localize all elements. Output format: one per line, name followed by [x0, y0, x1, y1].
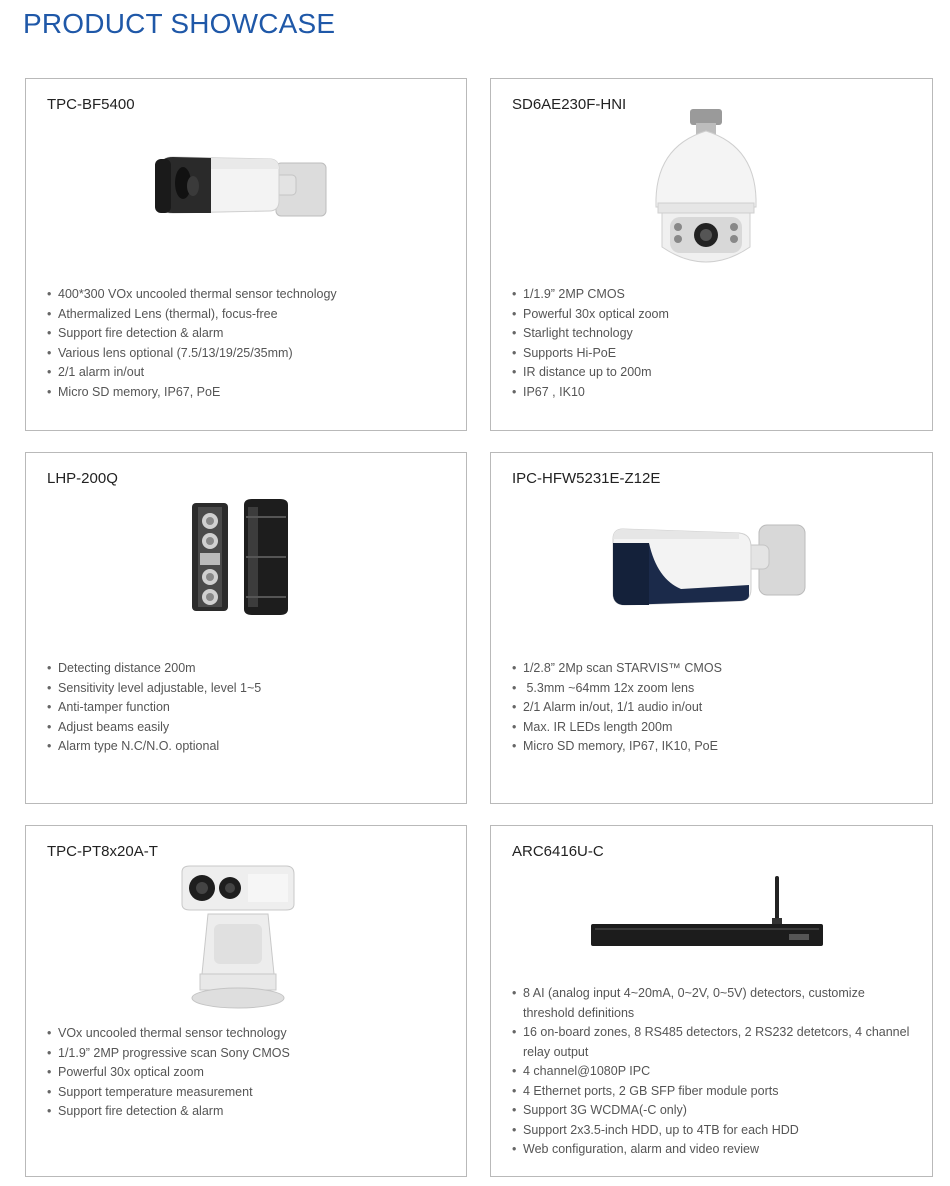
feature-item: • Web configuration, alarm and video review: [512, 1140, 918, 1160]
product-model: IPC-HFW5231E-Z12E: [512, 470, 661, 487]
product-model: TPC-PT8x20A-T: [47, 843, 158, 860]
thermal-bullet-camera-icon: [151, 153, 341, 223]
feature-item: • Micro SD memory, IP67, IK10, PoE: [512, 737, 918, 757]
product-model: TPC-BF5400: [47, 96, 135, 113]
feature-item: • 4 Ethernet ports, 2 GB SFP fiber module ports: [512, 1082, 918, 1102]
feature-item: • Max. IR LEDs length 200m: [512, 718, 918, 738]
feature-item: • Support 3G WCDMA(-C only): [512, 1101, 918, 1121]
feature-item: • Various lens optional (7.5/13/19/25/35mm): [47, 344, 452, 364]
alarm-controller-icon: [589, 874, 825, 950]
feature-item: • 16 on-board zones, 8 RS485 detectors, 2 RS232 detetcors, 4 channel relay output: [512, 1023, 918, 1062]
feature-list: [512, 659, 918, 757]
feature-item: • 4 channel@1080P IPC: [512, 1062, 918, 1082]
feature-item: • IP67 , IK10: [512, 383, 918, 403]
feature-list: [512, 984, 918, 1160]
bullet-camera-icon: [609, 519, 809, 611]
feature-item: • Support fire detection & alarm: [47, 1102, 452, 1122]
feature-item: • Support temperature measurement: [47, 1083, 452, 1103]
feature-item: • Micro SD memory, IP67, PoE: [47, 383, 452, 403]
feature-item: • Detecting distance 200m: [47, 659, 452, 679]
product-model: ARC6416U-C: [512, 843, 604, 860]
feature-item: • 1/2.8” 2Mp scan STARVIS™ CMOS: [512, 659, 918, 679]
page-title: PRODUCT SHOWCASE: [23, 8, 336, 39]
beam-detector-icon: [188, 497, 292, 617]
product-model: SD6AE230F-HNI: [512, 96, 627, 113]
product-card-lhp-200q: [25, 452, 467, 804]
feature-item: • 2/1 alarm in/out: [47, 363, 452, 383]
feature-item: • Powerful 30x optical zoom: [512, 305, 918, 325]
feature-list: [512, 285, 918, 402]
feature-item: • Anti-tamper function: [47, 698, 452, 718]
feature-item: • Support fire detection & alarm: [47, 324, 452, 344]
feature-item: • Starlight technology: [512, 324, 918, 344]
feature-item: • Athermalized Lens (thermal), focus-free: [47, 305, 452, 325]
feature-item: • 1/1.9” 2MP CMOS: [512, 285, 918, 305]
feature-list: [47, 659, 452, 757]
ptz-dome-camera-icon: [646, 107, 766, 275]
feature-item: • Adjust beams easily: [47, 718, 452, 738]
feature-item: • Support 2x3.5-inch HDD, up to 4TB for each HDD: [512, 1121, 918, 1141]
product-model: LHP-200Q: [47, 470, 118, 487]
feature-item: • VOx uncooled thermal sensor technology: [47, 1024, 452, 1044]
product-card-sd6ae230f-hni: [490, 78, 933, 431]
thermal-ptz-camera-icon: [178, 864, 298, 1014]
product-card-arc6416u-c: [490, 825, 933, 1177]
feature-item: • Powerful 30x optical zoom: [47, 1063, 452, 1083]
feature-item: • 5.3mm ~64mm 12x zoom lens: [512, 679, 918, 699]
feature-item: • 2/1 Alarm in/out, 1/1 audio in/out: [512, 698, 918, 718]
feature-item: • Sensitivity level adjustable, level 1~5: [47, 679, 452, 699]
product-card-tpc-bf5400: [25, 78, 467, 431]
feature-item: • Alarm type N.C/N.O. optional: [47, 737, 452, 757]
feature-list: [47, 1024, 452, 1122]
feature-list: [47, 285, 452, 402]
feature-item: • 8 AI (analog input 4~20mA, 0~2V, 0~5V) detectors, customize threshold definitions: [512, 984, 918, 1023]
feature-item: • IR distance up to 200m: [512, 363, 918, 383]
feature-item: • 400*300 VOx uncooled thermal sensor technology: [47, 285, 452, 305]
product-card-tpc-pt8x20a-t: [25, 825, 467, 1177]
product-card-ipc-hfw5231e-z12e: [490, 452, 933, 804]
feature-item: • Supports Hi-PoE: [512, 344, 918, 364]
feature-item: • 1/1.9” 2MP progressive scan Sony CMOS: [47, 1044, 452, 1064]
